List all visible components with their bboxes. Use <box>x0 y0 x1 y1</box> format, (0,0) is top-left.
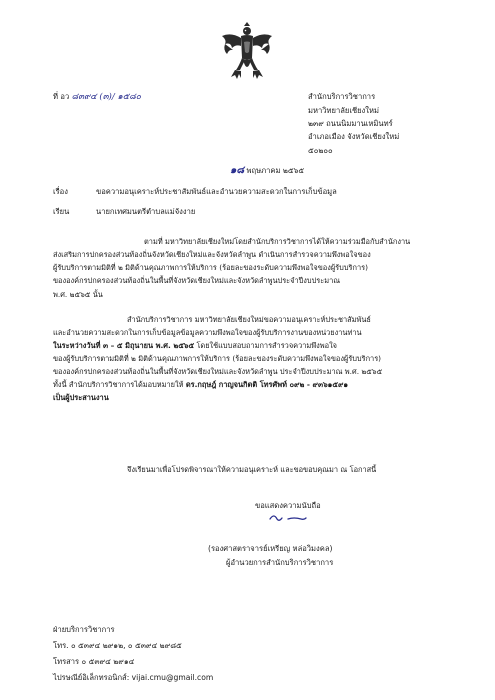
sender-street: ๒๓๙ ถนนนิมมานเหมินทร์ <box>308 119 393 128</box>
handwritten-signature <box>268 511 308 525</box>
footer-fax: โทรสาร ๐ ๕๓๙๔ ๒๙๑๔ <box>53 657 135 666</box>
recipient-text: นายกเทศมนตรีตำบลแม่จังงาย <box>96 207 196 216</box>
paragraph-1-line-1: ตามที่ มหาวิทยาลัยเชียงใหม่โดยสำนักบริการวิชาการได้ให้ความร่วมมือกับสำนักงาน <box>144 237 411 246</box>
subject-text: ขอความอนุเคราะห์ประชาสัมพันธ์และอำนวยความสะดวกในการเก็บข้อมูล <box>96 187 337 196</box>
closing-salutation: ขอแสดงความนับถือ <box>255 501 321 510</box>
sender-university: มหาวิทยาลัยเชียงใหม่ <box>308 106 379 115</box>
sender-office: สำนักบริการวิชาการ <box>308 92 376 101</box>
paragraph-2-line-2: และอำนวยความสะดวกในการเก็บข้อมูลข้อมูลความพึงพอใจของผู้รับบริการงานของหน่วยงานท่าน <box>53 328 362 337</box>
sender-postcode: ๕๐๒๐๐ <box>308 146 333 155</box>
paragraph-2-line-6-start: ทั้งนี้ สำนักบริการวิชาการได้มอบหมายให้ <box>53 380 186 389</box>
footer-email: ไปรษณีย์อิเล็กทรอนิกส์: vijai.cmu@gmail.com <box>53 673 214 682</box>
paragraph-1-line-3: ผู้รับบริการตามมิติที่ ๒ มิติด้านคุณภาพการให้บริการ (ร้อยละของระดับความพึงพอใจของผู้รับบริการ) <box>53 263 368 272</box>
coordinator-contact: ดร.กฤษฎ์ กาญจนกิตติ โทรศัพท์ ๐๙๒ - ๙๓๖๑๕๙๑ <box>185 380 349 389</box>
paragraph-2-line-3-rest: โดยใช้แบบสอบถามการสำรวจความพึงพอใจ <box>194 341 338 350</box>
collection-date-range: ในระหว่างวันที่ ๓ – ๕ มิถุนายน พ.ศ. ๒๕๖๕ <box>53 341 195 350</box>
signatory-name: (รองศาสตราจารย์เหรียญ หล่อวิมงคล) <box>208 544 333 553</box>
recipient-label: เรียน <box>53 207 70 216</box>
paragraph-2-line-4: ของผู้รับบริการตามมิติที่ ๒ มิติด้านคุณภาพการให้บริการ (ร้อยละของระดับความพึงพอใจของผู้รับบริการ) <box>53 354 382 363</box>
paragraph-1-line-5: พ.ศ. ๒๕๖๕ นั้น <box>53 290 103 299</box>
footer-department: ฝ่ายบริการวิชาการ <box>53 625 115 634</box>
signatory-title: ผู้อำนวยการสำนักบริการวิชาการ <box>226 558 334 567</box>
footer-phone: โทร. ๐ ๕๓๙๔ ๒๙๑๒, ๐ ๕๓๙๔ ๒๙๘๕ <box>53 641 182 650</box>
paragraph-2-line-6 <box>53 379 348 390</box>
reference-number <box>53 91 141 103</box>
subject-label: เรื่อง <box>53 187 68 196</box>
paragraph-1-line-4: ขององค์กรปกครองส่วนท้องถิ่นในพื้นที่จังหวัดเชียงใหม่และจังหวัดลำพูนประจำปีงบประมาณ <box>53 276 341 285</box>
garuda-emblem-icon <box>219 22 275 82</box>
reference-value: ๘๓๙๔ (๓)/ ๑๕๘๐ <box>71 92 141 102</box>
paragraph-2-line-5: ขององค์กรปกครองส่วนท้องถิ่นในพื้นที่จังหวัดเชียงใหม่และจังหวัดลำพูน ประจำปีงบประมาณ พ.ศ. ๒๕๖๕ <box>53 367 383 376</box>
date-day: ๑๘ <box>230 165 245 176</box>
reference-prefix: ที่ อว <box>53 92 70 101</box>
paragraph-2-line-7: เป็นผู้ประสานงาน <box>53 393 109 402</box>
sender-district: อำเภอเมือง จังหวัดเชียงใหม่ <box>308 132 400 141</box>
date-month-year: พฤษภาคม ๒๕๖๕ <box>246 166 305 175</box>
paragraph-1-line-2: ส่งเสริมการปกครองส่วนท้องถิ่นจังหวัดเชียงใหม่และจังหวัดลำพูน ดำเนินการสำรวจความพึงพอใจของ <box>53 250 371 259</box>
paragraph-2-line-1: สำนักบริการวิชาการ มหาวิทยาลัยเชียงใหม่ขอความอนุเคราะห์ประชาสัมพันธ์ <box>127 315 371 324</box>
paragraph-3: จึงเรียนมาเพื่อโปรดพิจารณาให้ความอนุเคราะห์ และขอขอบคุณมา ณ โอกาสนี้ <box>127 465 377 474</box>
letter-date <box>230 165 304 176</box>
paragraph-2-line-3 <box>53 340 337 351</box>
